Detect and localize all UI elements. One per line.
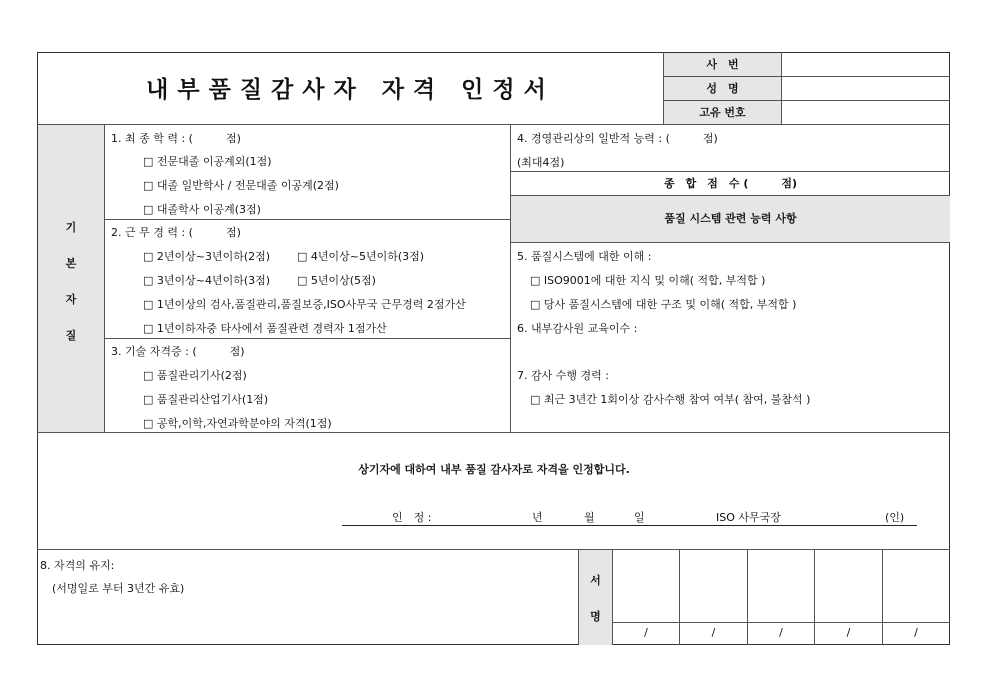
work-experience-title: 2. 근 무 경 력 : ( 점) — [111, 226, 241, 239]
education-option[interactable]: □ 대졸 일반학사 / 전문대졸 이공계(2점) — [143, 179, 339, 192]
management-ability-title: 4. 경영관리상의 일반적 능력 : ( 점) — [517, 132, 718, 145]
signature-date[interactable]: / — [779, 626, 783, 639]
quality-system-header: 품질 시스템 관련 능력 사항 — [511, 196, 950, 242]
certification-option[interactable]: □ 품질관리산업기사(1점) — [143, 393, 269, 406]
seal-label: (인) — [885, 511, 905, 524]
unique-number-field[interactable] — [782, 101, 949, 124]
signature-box[interactable] — [748, 550, 814, 622]
education-option[interactable]: □ 대졸학사 이공계(3점) — [143, 203, 261, 216]
employee-number-field[interactable] — [782, 53, 949, 76]
education-title: 1. 최 종 학 력 : ( 점) — [111, 132, 241, 145]
experience-option[interactable]: □ 2년이상~3년이하(2점) — [143, 250, 271, 263]
month-label: 월 — [584, 511, 595, 524]
signature-box[interactable] — [883, 550, 949, 622]
validity-note: (서명일로 부터 3년간 유효) — [52, 582, 185, 595]
quality-system-title: 5. 품질시스템에 대한 이해 : — [517, 250, 652, 263]
certification-option[interactable]: □ 공학,이학,자연과학분야의 자격(1점) — [143, 417, 332, 430]
experience-bonus-option[interactable]: □ 1년이하자중 타사에서 품질관련 경력자 1점가산 — [143, 322, 387, 335]
system-understanding-option[interactable]: □ 당사 품질시스템에 대한 구조 및 이해( 적합, 부적합 ) — [530, 298, 797, 311]
name-label: 성 명 — [706, 82, 739, 95]
experience-bonus-option[interactable]: □ 1년이상의 검사,품질관리,품질보증,ISO사무국 근무경력 2점가산 — [143, 298, 466, 311]
experience-option[interactable]: □ 4년이상~5년이하(3점) — [297, 250, 425, 263]
day-label: 일 — [634, 511, 645, 524]
signature-box[interactable] — [680, 550, 747, 622]
training-title: 6. 내부감사원 교육이수 : — [517, 322, 638, 335]
experience-option[interactable]: □ 5년이상(5점) — [297, 274, 376, 287]
signature-date[interactable]: / — [711, 626, 716, 639]
certification-title: 3. 기술 자격증 : ( 점) — [111, 345, 245, 358]
signature-label-cell: 서 명 — [579, 550, 612, 645]
certification-statement: 상기자에 대하여 내부 품질 감사자로 자격을 인정합니다. — [358, 463, 630, 476]
unique-number-label: 고유 번호 — [699, 106, 746, 119]
experience-option[interactable]: □ 3년이상~4년이하(3점) — [143, 274, 271, 287]
signature-date[interactable]: / — [846, 626, 851, 639]
audit-participation-option[interactable]: □ 최근 3년간 1회이상 감사수행 참여 여부( 참여, 불참석 ) — [530, 393, 811, 406]
maintenance-title: 8. 자격의 유지: — [40, 559, 115, 572]
signature-date[interactable]: / — [644, 626, 648, 639]
signature-box[interactable] — [613, 550, 679, 622]
signature-date[interactable]: / — [914, 626, 918, 639]
total-score: 종 합 점 수 ( 점) — [663, 177, 797, 190]
basic-qualification-sidebar: 기 본 자 질 — [38, 125, 104, 432]
certification-signature-line — [342, 525, 917, 526]
education-option[interactable]: □ 전문대졸 이공계외(1점) — [143, 155, 272, 168]
year-label: 년 — [532, 511, 543, 524]
management-ability-note: (최대4점) — [517, 156, 565, 169]
employee-number-label: 사 번 — [706, 58, 739, 71]
certifier-label: 인 정 : — [392, 511, 432, 524]
iso-office-label: ISO 사무국장 — [716, 511, 781, 524]
signature-box[interactable] — [815, 550, 882, 622]
certification-option[interactable]: □ 품질관리기사(2점) — [143, 369, 247, 382]
name-field[interactable] — [782, 77, 949, 100]
iso-understanding-option[interactable]: □ ISO9001에 대한 지식 및 이해( 적합, 부적합 ) — [530, 274, 766, 287]
form-title: 내부품질감사자 자격 인정서 — [146, 77, 555, 103]
audit-experience-title: 7. 감사 수행 경력 : — [517, 369, 609, 382]
